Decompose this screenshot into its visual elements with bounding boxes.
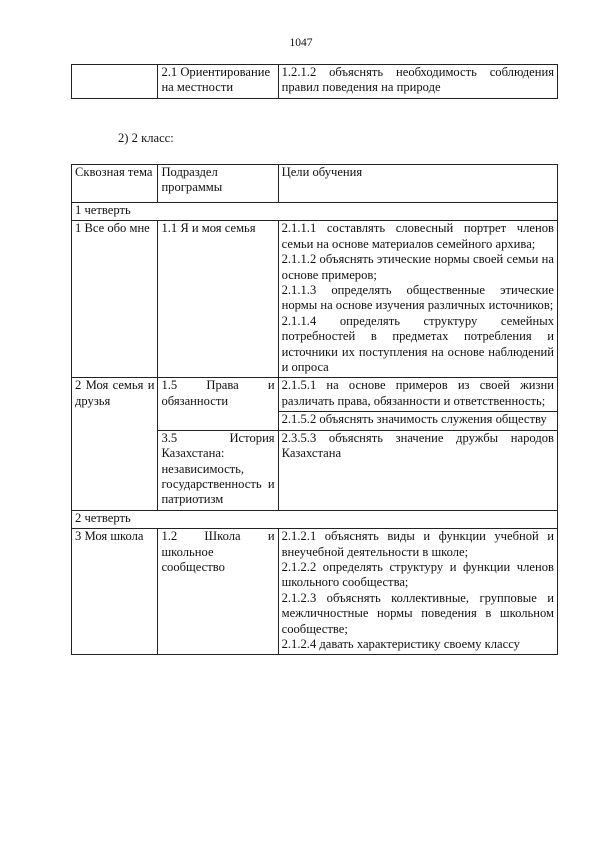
column-header: Цели обучения — [278, 165, 557, 203]
subsection-cell: 1.5 Права и обязанности — [158, 378, 278, 430]
goals-cell — [278, 529, 557, 655]
goals-cell — [278, 430, 557, 510]
goal-item: 2.1.2.1 объяснять виды и функции учебной и внеучебной деятельности в школе; — [281, 529, 554, 559]
goal-item: 2.1.5.1 на основе примеров из своей жизни различать права, обязанности и ответственность; — [281, 378, 554, 408]
quarter-row — [72, 510, 558, 528]
table-row — [72, 221, 558, 378]
goal-code: 1.2.1.2 — [281, 65, 317, 79]
goal-item: 2.1.2.3 объяснять коллективные, групповые и межличностные нормы поведения в школьном сообществе; — [281, 590, 554, 636]
column-header: Подраздел программы — [158, 165, 278, 203]
goal-item: 2.1.2.4 давать характеристику своему классу — [281, 636, 520, 651]
table-cell — [278, 65, 557, 99]
subsection-cell: 1.1 Я и моя семья — [158, 221, 278, 378]
goal-item: 2.1.5.2 объяснять значимость служения обществу — [281, 412, 547, 427]
quarter-label: 2 четверть — [72, 510, 558, 528]
goals-cell — [278, 412, 557, 430]
goals-cell — [278, 378, 557, 412]
table-cell: 2.1 Ориентирование на местности — [158, 65, 278, 99]
theme-cell: 1 Все обо мне — [72, 221, 158, 378]
theme-cell: 3 Моя школа — [72, 529, 158, 655]
theme-cell: 2 Моя семья и друзья — [72, 378, 158, 510]
goals-cell — [278, 221, 557, 378]
continuation-table — [71, 64, 558, 99]
goal-item: 2.1.1.2 объяснять этические нормы своей семьи на основе примеров; — [281, 252, 554, 282]
page-number: 1047 — [289, 37, 313, 49]
table-row — [72, 378, 558, 412]
goal-item: 2.3.5.3 объяснять значение дружбы народов Казахстана — [281, 430, 554, 461]
table-row — [72, 65, 558, 99]
subsection-cell: 1.2 Школа и школьное сообщество — [158, 529, 278, 655]
table-header-row — [72, 165, 558, 203]
subsection-cell: 3.5 История Казахстана: независимость, государственность и патриотизм — [158, 430, 278, 510]
curriculum-table — [71, 164, 558, 655]
goal-text: объяснять необходимость соблюдения правил поведения на природе — [281, 65, 554, 95]
section-heading: 2) 2 класс: — [118, 131, 174, 145]
goal-item: 2.1.1.4 определять структуру семейных потребностей в предметах потребления и источники их поступления на основе наблюдений и опроса — [281, 313, 554, 375]
quarter-row — [72, 203, 558, 221]
table-cell — [72, 65, 158, 99]
goal-item: 2.1.2.2 определять структуру и функции членов школьного сообщества; — [281, 559, 554, 590]
quarter-label: 1 четверть — [72, 203, 558, 221]
column-header: Сквозная тема — [72, 165, 158, 203]
goal-item: 2.1.1.3 определять общественные этические нормы на основе изучения различных источников; — [281, 283, 554, 313]
table-row — [72, 529, 558, 655]
goal-item: 2.1.1.1 составлять словесный портрет членов семьи на основе материалов семейного архива; — [281, 221, 554, 251]
